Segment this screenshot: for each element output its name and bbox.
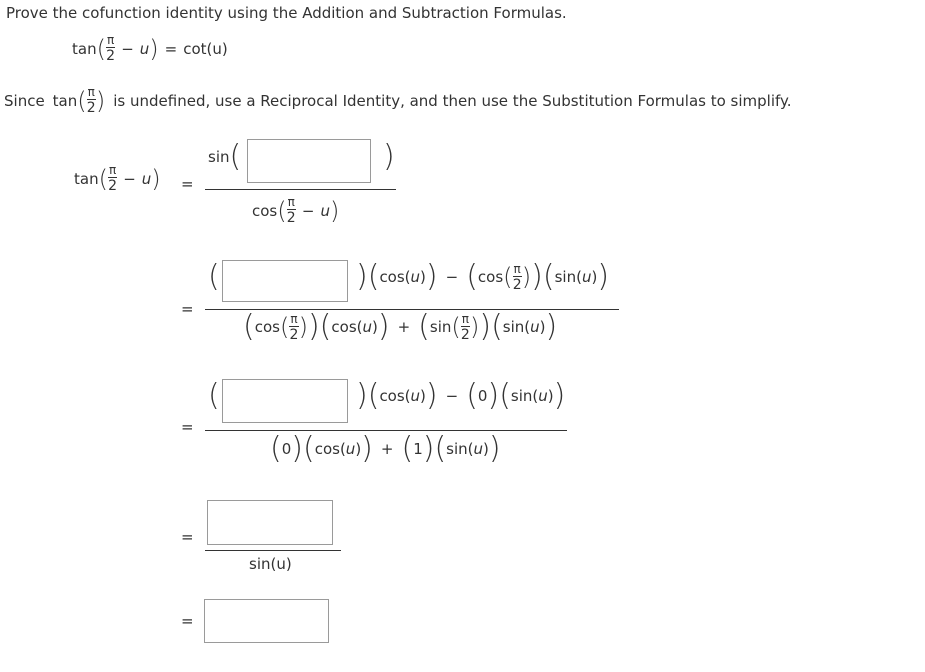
identity-statement: tan ( $\frac{\pi}{2}$ − u ) = cot(u) <box>72 33 228 64</box>
cot-u: cot(u) <box>183 39 228 58</box>
equals-sign: = <box>181 612 194 630</box>
answer-box-4[interactable] <box>207 500 333 545</box>
step4-denominator: sin(u) <box>249 555 292 573</box>
instruction-line: Since tan ( $\frac{\pi}{2}$ ) is undefined, use a Reciprocal Identity, and then use the Substitution Formulas to simplify. <box>4 85 792 116</box>
tan-label: tan <box>72 39 97 58</box>
step1-denominator: cos ( $\frac{\pi}{2}$ − u ) <box>252 195 340 226</box>
fraction-bar <box>205 550 341 551</box>
equals-sign: = <box>181 528 194 546</box>
pi-over-2: $\frac{\pi}{2}$ <box>86 85 96 116</box>
equals-sign: = <box>181 175 194 193</box>
answer-box-2[interactable] <box>222 260 348 302</box>
equals-sign: = <box>181 418 194 436</box>
pi-over-2: $\frac{\pi}{2}$ <box>286 195 296 226</box>
answer-box-5[interactable] <box>204 599 329 643</box>
step2-denominator: ( cos ( $\frac{\pi}{2}$ ) ) ( cos(u) ) + ( sin ( $\frac{\pi}{2}$ ) ) ( sin(u) ) <box>243 309 558 344</box>
fraction-bar <box>205 430 567 431</box>
step3-denominator: ( 0 ) ( cos(u) ) + ( 1 ) ( sin(u) ) <box>270 431 501 466</box>
problem-title: Prove the cofunction identity using the Addition and Subtraction Formulas. <box>6 4 567 22</box>
step1-numerator: sin ( <box>208 139 242 174</box>
fraction-bar <box>205 189 396 190</box>
equals-sign: = <box>181 300 194 318</box>
answer-box-3[interactable] <box>222 379 348 423</box>
step2-numerator-rest: ) ( cos(u) ) − ( cos ( $\frac{\pi}{2}$ ) ) ( sin(u) ) <box>356 259 610 294</box>
step1-lhs: tan ( $\frac{\pi}{2}$ − u ) <box>74 163 161 194</box>
step3-numerator-rest: ) ( cos(u) ) − ( 0 ) ( sin(u) ) <box>356 378 566 413</box>
pi-over-2: $\frac{\pi}{2}$ <box>106 33 116 64</box>
answer-box-1[interactable] <box>247 139 371 183</box>
pi-over-2: $\frac{\pi}{2}$ <box>108 163 118 194</box>
